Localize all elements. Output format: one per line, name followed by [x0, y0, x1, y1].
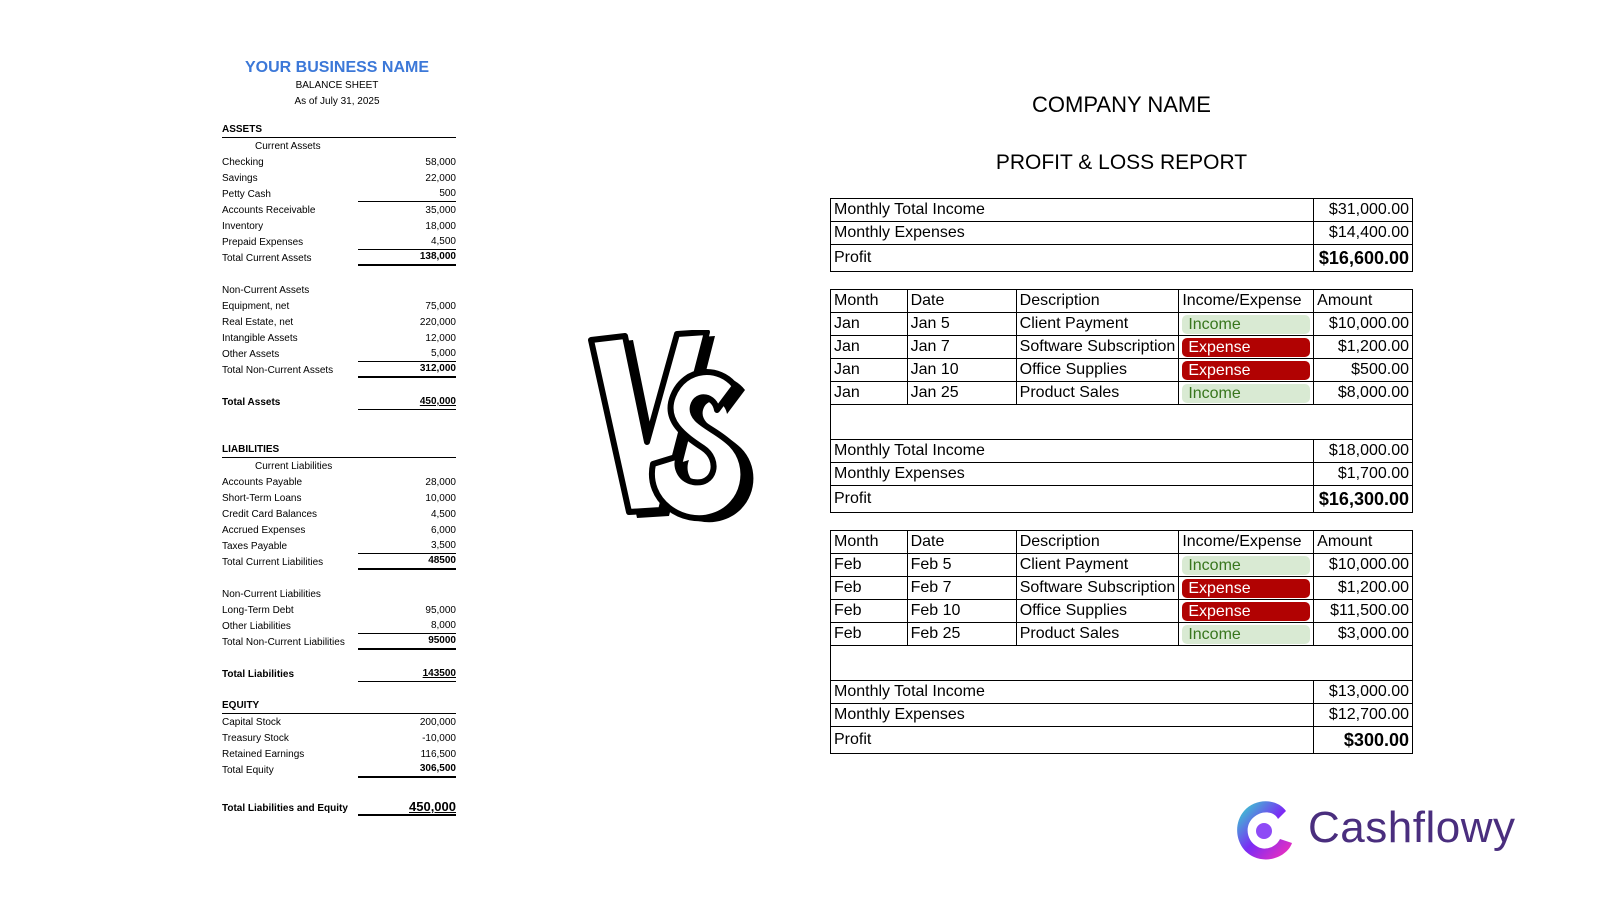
row-label: Non-Current Assets [222, 285, 310, 296]
balance-sheet-row [222, 666, 456, 682]
balance-sheet-row [222, 202, 456, 218]
balance-sheet-row [222, 682, 456, 698]
column-header: Date [907, 290, 1016, 313]
row-label: Equipment, net [222, 301, 290, 312]
balance-sheet-row [222, 746, 456, 762]
row-value: 5,000 [358, 347, 456, 362]
balance-sheet-row [222, 554, 456, 570]
row-label: Current Liabilities [255, 461, 333, 472]
table-header-row [831, 290, 1413, 313]
row-label: Accounts Payable [222, 477, 303, 488]
row-label: Credit Card Balances [222, 509, 318, 520]
balance-sheet-row [222, 570, 456, 586]
row-value: 4,500 [358, 235, 456, 250]
row-value: 12,000 [425, 333, 456, 344]
amount-cell: $8,000.00 [1314, 382, 1413, 405]
row-value: 4,500 [430, 509, 456, 520]
income-chip[interactable]: Income [1182, 625, 1310, 644]
profit-loss-report [830, 90, 1413, 754]
row-label: ASSETS [222, 124, 263, 135]
balance-sheet-title: BALANCE SHEET [295, 80, 379, 91]
brand-name: Cashflowy [1308, 802, 1516, 852]
month-cell: Feb [831, 600, 908, 623]
summary-row [831, 222, 1413, 245]
row-label: Treasury Stock [222, 733, 289, 744]
table-header-row [831, 531, 1413, 554]
summary-value: $1,700.00 [1314, 463, 1413, 486]
balance-sheet-row [222, 522, 456, 538]
row-value: 500 [358, 187, 456, 202]
balance-sheet-row [222, 218, 456, 234]
vs-letters [591, 332, 743, 518]
type-cell [1179, 313, 1314, 336]
summary-table [830, 198, 1413, 272]
transactions-table [830, 289, 1413, 440]
balance-sheet-row [222, 122, 456, 138]
summary-row [831, 245, 1413, 272]
balance-sheet-row [222, 394, 456, 410]
row-value: 220,000 [419, 317, 456, 328]
balance-sheet-row [222, 730, 456, 746]
amount-cell: $1,200.00 [1314, 577, 1413, 600]
column-header: Income/Expense [1179, 290, 1314, 313]
table-row [831, 336, 1413, 359]
month-cell: Jan [831, 359, 908, 382]
balance-sheet-date: As of July 31, 2025 [294, 96, 380, 107]
table-row [831, 577, 1413, 600]
row-label: Savings [222, 173, 258, 184]
row-value: 116,500 [420, 749, 456, 760]
row-value: 3,500 [358, 539, 456, 554]
summary-row [831, 704, 1413, 727]
balance-sheet-row [222, 538, 456, 554]
income-chip[interactable]: Income [1182, 315, 1310, 334]
profit-value: $300.00 [1314, 727, 1413, 754]
summary-value: $14,400.00 [1314, 222, 1413, 245]
balance-sheet-row [222, 714, 456, 730]
amount-cell: $500.00 [1314, 359, 1413, 382]
row-label: Total Current Assets [222, 253, 312, 264]
date-cell: Feb 10 [907, 600, 1016, 623]
row-value: 450,000 [358, 395, 456, 410]
row-value: 450,000 [358, 800, 456, 816]
month-cell: Feb [831, 577, 908, 600]
row-label: Total Current Liabilities [222, 557, 324, 568]
description-cell: Software Subscription [1016, 577, 1179, 600]
report-title: PROFIT & LOSS REPORT [995, 151, 1248, 174]
row-value: 95000 [358, 634, 456, 650]
row-label: Total Assets [222, 397, 281, 408]
summary-label: Profit [831, 245, 1314, 272]
description-cell: Product Sales [1016, 382, 1179, 405]
balance-sheet-row [222, 762, 456, 778]
balance-sheet-row [222, 778, 456, 794]
balance-sheet-row [222, 602, 456, 618]
row-value: 18,000 [425, 221, 456, 232]
type-cell [1179, 382, 1314, 405]
summary-label: Profit [831, 486, 1314, 513]
summary-label: Monthly Total Income [831, 681, 1314, 704]
blank-row [831, 646, 1413, 681]
row-label: Long-Term Debt [222, 605, 294, 616]
balance-sheet [222, 58, 456, 816]
balance-sheet-row [222, 794, 456, 816]
balance-sheet-row [222, 586, 456, 602]
row-value: 312,000 [358, 362, 456, 378]
row-label: Retained Earnings [222, 749, 305, 760]
balance-sheet-row [222, 650, 456, 666]
row-label: Non-Current Liabilities [222, 589, 321, 600]
balance-sheet-row [222, 698, 456, 714]
row-label: Total Non-Current Liabilities [222, 637, 345, 648]
amount-cell: $11,500.00 [1314, 600, 1413, 623]
row-label: Accounts Receivable [222, 205, 316, 216]
table-row [831, 600, 1413, 623]
row-value: 22,000 [425, 173, 456, 184]
summary-row [831, 463, 1413, 486]
description-cell: Office Supplies [1016, 600, 1179, 623]
balance-sheet-row [222, 314, 456, 330]
row-value: 143500 [358, 667, 456, 682]
summary-label: Monthly Total Income [831, 199, 1314, 222]
row-label: Checking [222, 157, 264, 168]
balance-sheet-row [222, 346, 456, 362]
balance-sheet-row [222, 330, 456, 346]
summary-row [831, 681, 1413, 704]
table-row [831, 554, 1413, 577]
expense-chip[interactable]: Expense [1182, 579, 1310, 598]
balance-sheet-row [222, 362, 456, 378]
balance-sheet-row [222, 170, 456, 186]
row-value: 138,000 [358, 250, 456, 266]
income-chip[interactable]: Income [1182, 384, 1310, 403]
amount-cell: $10,000.00 [1314, 313, 1413, 336]
balance-sheet-row [222, 186, 456, 202]
column-header: Amount [1314, 531, 1413, 554]
table-row [831, 382, 1413, 405]
transactions-table [830, 530, 1413, 681]
month-cell: Jan [831, 382, 908, 405]
date-cell: Feb 25 [907, 623, 1016, 646]
date-cell: Jan 7 [907, 336, 1016, 359]
month-cell: Feb [831, 554, 908, 577]
month-cell: Jan [831, 336, 908, 359]
row-label: EQUITY [222, 700, 260, 711]
row-label: Accrued Expenses [222, 525, 306, 536]
row-label: Petty Cash [222, 189, 271, 200]
balance-sheet-row [222, 282, 456, 298]
row-label: Total Liabilities [222, 669, 295, 680]
row-value: 58,000 [425, 157, 456, 168]
column-header: Amount [1314, 290, 1413, 313]
column-header: Date [907, 531, 1016, 554]
row-label: Taxes Payable [222, 541, 288, 552]
summary-value: $13,000.00 [1314, 681, 1413, 704]
type-cell [1179, 623, 1314, 646]
row-label: Total Equity [222, 765, 274, 776]
date-cell: Jan 5 [907, 313, 1016, 336]
balance-sheet-row [222, 634, 456, 650]
summary-row [831, 486, 1413, 513]
row-label: Inventory [222, 221, 264, 232]
summary-row [831, 727, 1413, 754]
summary-label: Monthly Expenses [831, 704, 1314, 727]
row-label: Capital Stock [222, 717, 281, 728]
row-value: 8,000 [358, 619, 456, 634]
expense-chip[interactable]: Expense [1182, 361, 1310, 380]
row-label: Other Assets [222, 349, 280, 360]
balance-sheet-row [222, 378, 456, 394]
cashflowy-logo [1230, 790, 1550, 865]
balance-sheet-row [222, 138, 456, 154]
row-value: 35,000 [425, 205, 456, 216]
date-cell: Feb 5 [907, 554, 1016, 577]
balance-sheet-row [222, 490, 456, 506]
balance-sheet-row [222, 234, 456, 250]
description-cell: Software Subscription [1016, 336, 1179, 359]
row-value: 95,000 [425, 605, 456, 616]
company-name: COMPANY NAME [1032, 92, 1211, 117]
balance-sheet-row [222, 458, 456, 474]
row-label: Prepaid Expenses [222, 237, 304, 248]
date-cell: Jan 25 [907, 382, 1016, 405]
income-chip[interactable]: Income [1182, 556, 1310, 575]
summary-value: $31,000.00 [1314, 199, 1413, 222]
row-label: Intangible Assets [222, 333, 298, 344]
summary-table [830, 439, 1413, 513]
description-cell: Client Payment [1016, 313, 1179, 336]
cashflowy-swirl-icon [1230, 793, 1300, 863]
description-cell: Product Sales [1016, 623, 1179, 646]
summary-value: $18,000.00 [1314, 440, 1413, 463]
row-label: Other Liabilities [222, 621, 291, 632]
row-value: 306,500 [358, 762, 456, 778]
balance-sheet-row [222, 298, 456, 314]
description-cell: Client Payment [1016, 554, 1179, 577]
type-cell [1179, 554, 1314, 577]
expense-chip[interactable]: Expense [1182, 338, 1310, 357]
balance-sheet-row [222, 618, 456, 634]
balance-sheet-row [222, 410, 456, 442]
type-cell [1179, 577, 1314, 600]
amount-cell: $10,000.00 [1314, 554, 1413, 577]
balance-sheet-row [222, 506, 456, 522]
row-label: LIABILITIES [222, 444, 280, 455]
row-label: Current Assets [255, 141, 321, 152]
row-value: 6,000 [430, 525, 456, 536]
type-cell [1179, 336, 1314, 359]
balance-sheet-row [222, 250, 456, 266]
row-label: Total Liabilities and Equity [222, 803, 348, 814]
profit-value: $16,600.00 [1314, 245, 1413, 272]
summary-row [831, 199, 1413, 222]
type-cell [1179, 600, 1314, 623]
summary-value: $12,700.00 [1314, 704, 1413, 727]
type-cell [1179, 359, 1314, 382]
row-value: 10,000 [425, 493, 456, 504]
row-value: -10,000 [422, 733, 456, 744]
table-row [831, 359, 1413, 382]
column-header: Description [1016, 531, 1179, 554]
table-row [831, 623, 1413, 646]
summary-label: Monthly Expenses [831, 463, 1314, 486]
row-value: 75,000 [425, 301, 456, 312]
balance-sheet-row [222, 154, 456, 170]
blank-cell [831, 405, 1413, 440]
blank-row [831, 405, 1413, 440]
column-header: Month [831, 531, 908, 554]
date-cell: Jan 10 [907, 359, 1016, 382]
amount-cell: $3,000.00 [1314, 623, 1413, 646]
column-header: Month [831, 290, 908, 313]
blank-cell [831, 646, 1413, 681]
description-cell: Office Supplies [1016, 359, 1179, 382]
month-cell: Feb [831, 623, 908, 646]
row-value: 200,000 [419, 717, 456, 728]
table-row [831, 313, 1413, 336]
month-cell: Jan [831, 313, 908, 336]
balance-sheet-rows [222, 122, 456, 816]
row-label: Short-Term Loans [222, 493, 302, 504]
balance-sheet-row [222, 442, 456, 458]
summary-label: Monthly Total Income [831, 440, 1314, 463]
date-cell: Feb 7 [907, 577, 1016, 600]
column-header: Income/Expense [1179, 531, 1314, 554]
vs-icon [585, 330, 760, 535]
row-value: 28,000 [425, 477, 456, 488]
row-value: 48500 [358, 554, 456, 570]
row-label: Real Estate, net [222, 317, 294, 328]
summary-label: Monthly Expenses [831, 222, 1314, 245]
business-name: YOUR BUSINESS NAME [244, 59, 430, 76]
summary-label: Profit [831, 727, 1314, 754]
summary-row [831, 440, 1413, 463]
row-label: Total Non-Current Assets [222, 365, 334, 376]
expense-chip[interactable]: Expense [1182, 602, 1310, 621]
column-header: Description [1016, 290, 1179, 313]
summary-table [830, 680, 1413, 754]
amount-cell: $1,200.00 [1314, 336, 1413, 359]
balance-sheet-row [222, 266, 456, 282]
profit-value: $16,300.00 [1314, 486, 1413, 513]
balance-sheet-row [222, 474, 456, 490]
